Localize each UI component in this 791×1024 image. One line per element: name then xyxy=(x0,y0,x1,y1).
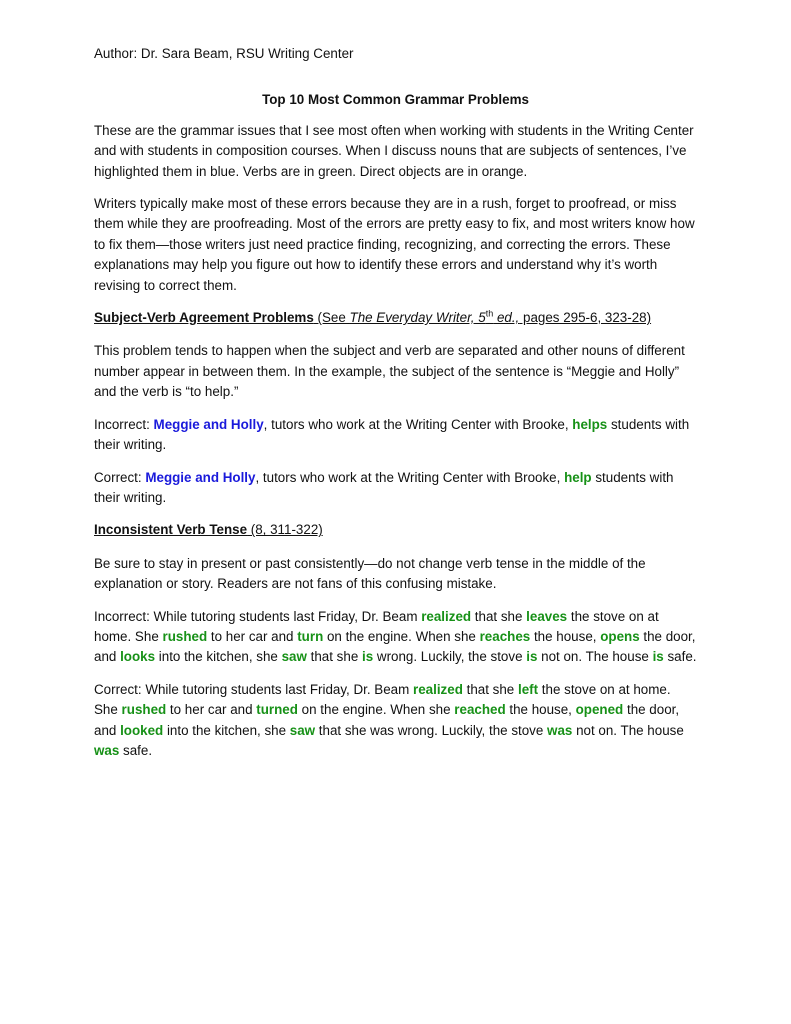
section-heading-verb-tense xyxy=(94,520,697,540)
intro-paragraph-1: These are the grammar issues that I see most often when working with students in the Writing Center and with students in composition courses. When I discuss nouns that are subjects of sentences, I’ve highlighted them in blue. Verbs are in green. Direct objects are in orange. xyxy=(94,122,694,179)
section-heading-subject-verb xyxy=(94,308,697,328)
section-heading-title: Inconsistent Verb Tense xyxy=(94,522,248,538)
example-text: the stove on at home. She xyxy=(94,681,671,718)
verb-highlight: realized xyxy=(421,608,472,624)
example-text: the house, xyxy=(530,628,601,644)
example-text: into the kitchen, she xyxy=(155,649,282,665)
document-title: Top 10 Most Common Grammar Problems xyxy=(262,92,529,108)
edition-superscript: th xyxy=(485,308,494,319)
subject-highlight: Meggie and Holly xyxy=(153,416,264,432)
example-text: not on. The house xyxy=(572,722,684,738)
subject-verb-incorrect-example xyxy=(94,415,697,456)
verb-tense-incorrect-example xyxy=(94,607,697,668)
example-text: that she xyxy=(306,649,362,665)
verb-highlight: rushed xyxy=(121,702,167,718)
example-text: , tutors who work at the Writing Center with Brooke, xyxy=(255,469,565,485)
example-text: safe. xyxy=(663,649,697,665)
verb-highlight: saw xyxy=(289,722,316,738)
verb-highlight: turn xyxy=(297,628,324,644)
example-text: the house, xyxy=(505,702,576,718)
verb-highlight: looked xyxy=(120,722,164,738)
verb-highlight: turned xyxy=(256,702,298,718)
verb-highlight: opened xyxy=(575,702,624,718)
verb-highlight: helps xyxy=(572,416,608,432)
example-text: students with their writing. xyxy=(94,469,674,505)
verb-tense-correct-example xyxy=(94,680,697,762)
example-label: Correct: xyxy=(94,469,146,485)
example-text: safe. xyxy=(119,742,153,758)
author-line: Author: Dr. Sara Beam, RSU Writing Center xyxy=(94,46,354,61)
example-text: the stove on at home. She xyxy=(94,608,659,644)
book-title: The Everyday Writer, 5 xyxy=(349,310,486,326)
verb-highlight: is xyxy=(362,649,374,665)
example-text: the door, and xyxy=(94,628,696,665)
page-range: pages 295-6, 323-28) xyxy=(519,310,652,326)
example-text: to her car and xyxy=(166,702,257,718)
verb-highlight: opens xyxy=(600,628,640,644)
verb-tense-explanation: Be sure to stay in present or past consistently—do not change verb tense in the middle of the explanation or story. Readers are not fans of this confusing mistake. xyxy=(94,555,646,592)
intro-paragraph-2: Writers typically make most of these errors because they are in a rush, forget to proofread, or miss them while they are proofreading. Most of the errors are pretty easy to fix, and most writers know how to fix them—those writers just need practice finding, recognizing, and correcting the errors. These explanations may help you figure out how to identify these errors and understand why it’s worth revising to correct them. xyxy=(94,196,695,293)
verb-highlight: rushed xyxy=(162,628,208,644)
example-text: that she was wrong. Luckily, the stove xyxy=(315,722,548,738)
example-text: that she xyxy=(471,608,527,624)
subject-verb-explanation: This problem tends to happen when the subject and verb are separated and other nouns of different number appear in between them. In the example, the subject of the sentence is “Meggie and Holly” and the verb is “to help.” xyxy=(94,343,685,400)
verb-highlight: reaches xyxy=(479,628,531,644)
example-text: Incorrect: While tutoring students last Friday, Dr. Beam xyxy=(94,608,422,624)
page-range: (8, 311-322) xyxy=(247,522,323,538)
example-text: that she xyxy=(462,681,518,697)
verb-highlight: reached xyxy=(454,702,506,718)
example-label: Incorrect: xyxy=(94,416,154,432)
verb-highlight: is xyxy=(652,649,664,665)
example-text: the door, and xyxy=(94,702,680,738)
example-text: into the kitchen, she xyxy=(163,722,290,738)
edition-label: ed., xyxy=(493,310,520,326)
verb-highlight: is xyxy=(526,649,538,665)
example-text: on the engine. When she xyxy=(323,628,480,644)
subject-highlight: Meggie and Holly xyxy=(145,469,256,485)
example-text: students with their writing. xyxy=(94,416,690,453)
example-text: , tutors who work at the Writing Center with Brooke, xyxy=(263,416,573,432)
subject-verb-correct-example xyxy=(94,468,697,509)
verb-highlight: realized xyxy=(413,681,463,697)
example-text: not on. The house xyxy=(537,649,653,665)
section-heading-title: Subject-Verb Agreement Problems xyxy=(94,310,314,326)
verb-highlight: left xyxy=(517,681,539,697)
verb-highlight: was xyxy=(547,722,573,738)
verb-highlight: help xyxy=(564,469,592,485)
verb-highlight: looks xyxy=(120,649,156,665)
example-text: to her car and xyxy=(207,628,298,644)
section-heading-ref: (See xyxy=(313,310,350,326)
example-text: on the engine. When she xyxy=(297,702,455,718)
example-text: wrong. Luckily, the stove xyxy=(373,649,527,665)
verb-highlight: leaves xyxy=(526,608,568,624)
example-text: Correct: While tutoring students last Friday, Dr. Beam xyxy=(94,681,414,697)
verb-highlight: was xyxy=(94,742,120,758)
verb-highlight: saw xyxy=(281,649,307,665)
